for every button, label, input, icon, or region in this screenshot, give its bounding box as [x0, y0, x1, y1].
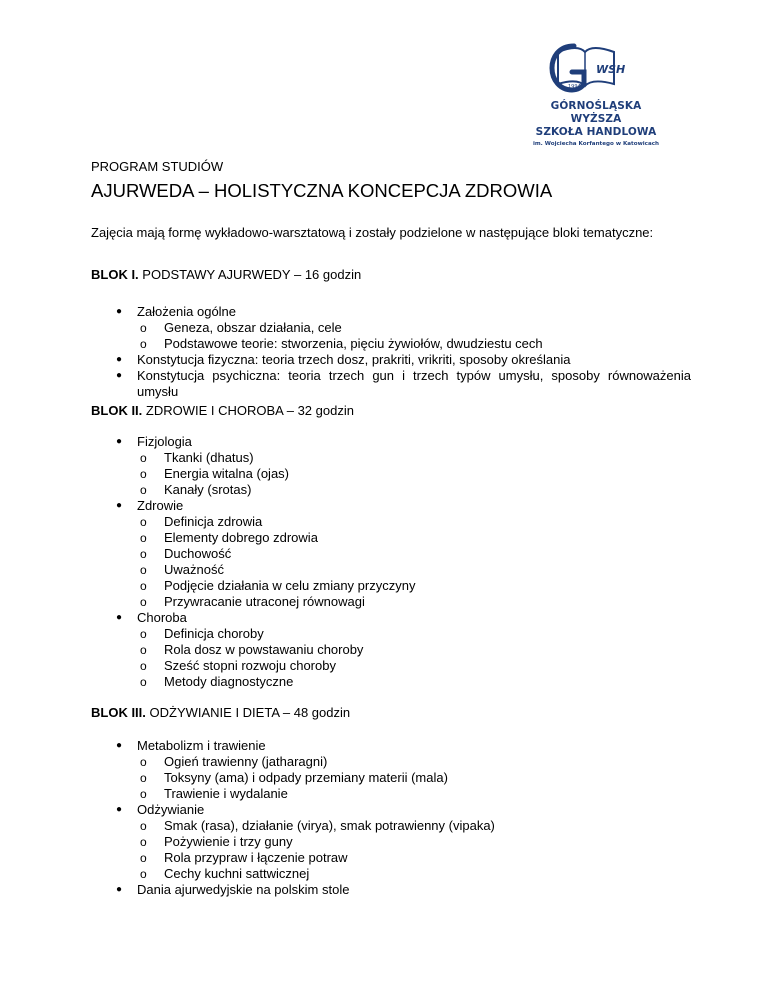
- bullet-icon: ●: [116, 740, 123, 751]
- sub-list-item: [91, 834, 691, 850]
- block-title: ODŻYWIANIE I DIETA – 48 godzin: [145, 705, 351, 720]
- list-item: [91, 498, 691, 610]
- list-item: [91, 434, 691, 498]
- circle-bullet-icon: o: [140, 467, 147, 481]
- circle-bullet-icon: o: [140, 675, 147, 689]
- sub-list-item: [91, 514, 691, 530]
- sub-list-item: [91, 594, 691, 610]
- sub-list-item-text: Definicja choroby: [164, 626, 264, 641]
- page-title: AJURWEDA – HOLISTYCZNA KONCEPCJA ZDROWIA: [91, 180, 553, 201]
- sub-list-item-text: Rola przypraw i łączenie potraw: [164, 850, 348, 865]
- sub-list-item-text: Definicja zdrowia: [164, 514, 263, 529]
- block-1-list: [91, 304, 691, 400]
- circle-bullet-icon: o: [140, 547, 147, 561]
- list-item: [91, 352, 691, 368]
- circle-bullet-icon: o: [140, 563, 147, 577]
- sublist: [137, 626, 691, 690]
- logo-year: 1994: [568, 84, 581, 90]
- circle-bullet-icon: o: [140, 659, 147, 673]
- sub-list-item-text: Podjęcie działania w celu zmiany przyczyny: [164, 578, 416, 593]
- circle-bullet-icon: o: [140, 771, 147, 785]
- sub-list-item: [91, 866, 691, 882]
- circle-bullet-icon: o: [140, 835, 147, 849]
- sub-list-item-text: Geneza, obszar działania, cele: [164, 320, 342, 335]
- sub-list-item: [91, 770, 691, 786]
- bullet-icon: ●: [116, 500, 123, 511]
- university-logo: [526, 40, 666, 147]
- sub-list-item: [91, 450, 691, 466]
- circle-bullet-icon: o: [140, 595, 147, 609]
- logo-mark-text: WSH: [596, 63, 626, 76]
- list-item-text: Fizjologia: [137, 434, 192, 449]
- sub-list-item-text: Ogień trawienny (jatharagni): [164, 754, 328, 769]
- list-item-text: Konstytucja psychiczna: teoria trzech gun i trzech typów umysłu, sposoby równoważenia umysłu: [137, 368, 691, 399]
- sub-list-item: [91, 658, 691, 674]
- program-kicker: PROGRAM STUDIÓW: [91, 159, 224, 174]
- circle-bullet-icon: o: [140, 643, 147, 657]
- sub-list-item: [91, 546, 691, 562]
- list-item: [91, 368, 691, 400]
- circle-bullet-icon: o: [140, 515, 147, 529]
- block-title: PODSTAWY AJURWEDY – 16 godzin: [138, 267, 362, 282]
- sub-list-item-text: Tkanki (dhatus): [164, 450, 254, 465]
- block-heading-2: [91, 402, 354, 420]
- logo-text: [526, 100, 666, 149]
- sub-list-item-text: Kanały (srotas): [164, 482, 252, 497]
- list-item: [91, 882, 691, 898]
- book-logo-icon: [548, 40, 626, 94]
- block-label: BLOK III.: [91, 705, 146, 720]
- logo-line-1: GÓRNOŚLĄSKA WYŻSZA: [550, 100, 642, 125]
- circle-bullet-icon: o: [140, 787, 147, 801]
- logo-line-2: SZKOŁA HANDLOWA: [535, 126, 657, 138]
- list-item: [91, 738, 691, 802]
- intro-paragraph: Zajęcia mają formę wykładowo-warsztatową i zostały podzielone w następujące bloki tematyczne:: [91, 225, 654, 240]
- list-item-text: Założenia ogólne: [137, 304, 237, 319]
- sub-list-item-text: Cechy kuchni sattwicznej: [164, 866, 310, 881]
- sub-list-item-text: Sześć stopni rozwoju choroby: [164, 658, 336, 673]
- sub-list-item-text: Energia witalna (ojas): [164, 466, 290, 481]
- logo-line-3: im. Wojciecha Korfantego w Katowicach: [532, 141, 660, 147]
- list-item: [91, 802, 691, 882]
- sub-list-item-text: Uważność: [164, 562, 224, 577]
- block-3-list: [91, 738, 691, 898]
- sub-list-item: [91, 530, 691, 546]
- sub-list-item: [91, 850, 691, 866]
- sub-list-item-text: Pożywienie i trzy guny: [164, 834, 293, 849]
- sub-list-item-text: Rola dosz w powstawaniu choroby: [164, 642, 364, 657]
- list-item-text: Konstytucja fizyczna: teoria trzech dosz, prakriti, vrikriti, sposoby określania: [137, 352, 571, 367]
- sub-list-item: [91, 320, 691, 336]
- bullet-icon: ●: [116, 354, 123, 365]
- circle-bullet-icon: o: [140, 321, 147, 335]
- sub-list-item-text: Smak (rasa), działanie (virya), smak potrawienny (vipaka): [164, 818, 495, 833]
- sub-list-item: [91, 482, 691, 498]
- sub-list-item-text: Toksyny (ama) i odpady przemiany materii (mala): [164, 770, 448, 785]
- sub-list-item: [91, 578, 691, 594]
- sublist: [137, 754, 691, 802]
- sub-list-item: [91, 674, 691, 690]
- block-heading-1: [91, 266, 361, 284]
- sub-list-item-text: Podstawowe teorie: stworzenia, pięciu żywiołów, dwudziestu cech: [164, 336, 543, 351]
- block-2-list: [91, 434, 691, 690]
- circle-bullet-icon: o: [140, 451, 147, 465]
- sub-list-item-text: Elementy dobrego zdrowia: [164, 530, 318, 545]
- sub-list-item-text: Metody diagnostyczne: [164, 674, 294, 689]
- list-item-text: Dania ajurwedyjskie na polskim stole: [137, 882, 350, 897]
- sub-list-item: [91, 818, 691, 834]
- bullet-icon: ●: [116, 306, 123, 317]
- block-title: ZDROWIE I CHOROBA – 32 godzin: [142, 403, 354, 418]
- sub-list-item: [91, 642, 691, 658]
- circle-bullet-icon: o: [140, 627, 147, 641]
- sub-list-item: [91, 466, 691, 482]
- circle-bullet-icon: o: [140, 483, 147, 497]
- block-heading-3: [91, 704, 350, 722]
- sub-list-item: [91, 786, 691, 802]
- list-item: [91, 610, 691, 690]
- bullet-icon: ●: [116, 436, 123, 447]
- list-item: [91, 304, 691, 352]
- sub-list-item-text: Trawienie i wydalanie: [164, 786, 288, 801]
- list-item-text: Metabolizm i trawienie: [137, 738, 266, 753]
- circle-bullet-icon: o: [140, 337, 147, 351]
- sublist: [137, 450, 691, 498]
- circle-bullet-icon: o: [140, 819, 147, 833]
- sub-list-item: [91, 562, 691, 578]
- sub-list-item: [91, 754, 691, 770]
- sub-list-item-text: Duchowość: [164, 546, 232, 561]
- sublist: [137, 320, 691, 352]
- bullet-icon: ●: [116, 612, 123, 623]
- sub-list-item: [91, 336, 691, 352]
- list-item-text: Zdrowie: [137, 498, 184, 513]
- sub-list-item-text: Przywracanie utraconej równowagi: [164, 594, 365, 609]
- sublist: [137, 818, 691, 882]
- circle-bullet-icon: o: [140, 579, 147, 593]
- sub-list-item: [91, 626, 691, 642]
- bullet-icon: ●: [116, 884, 123, 895]
- bullet-icon: ●: [116, 804, 123, 815]
- circle-bullet-icon: o: [140, 531, 147, 545]
- circle-bullet-icon: o: [140, 755, 147, 769]
- block-label: BLOK II.: [91, 403, 143, 418]
- circle-bullet-icon: o: [140, 867, 147, 881]
- circle-bullet-icon: o: [140, 851, 147, 865]
- list-item-text: Choroba: [137, 610, 187, 625]
- bullet-icon: ●: [116, 370, 123, 381]
- list-item-text: Odżywianie: [137, 802, 205, 817]
- sublist: [137, 514, 691, 610]
- block-label: BLOK I.: [91, 267, 139, 282]
